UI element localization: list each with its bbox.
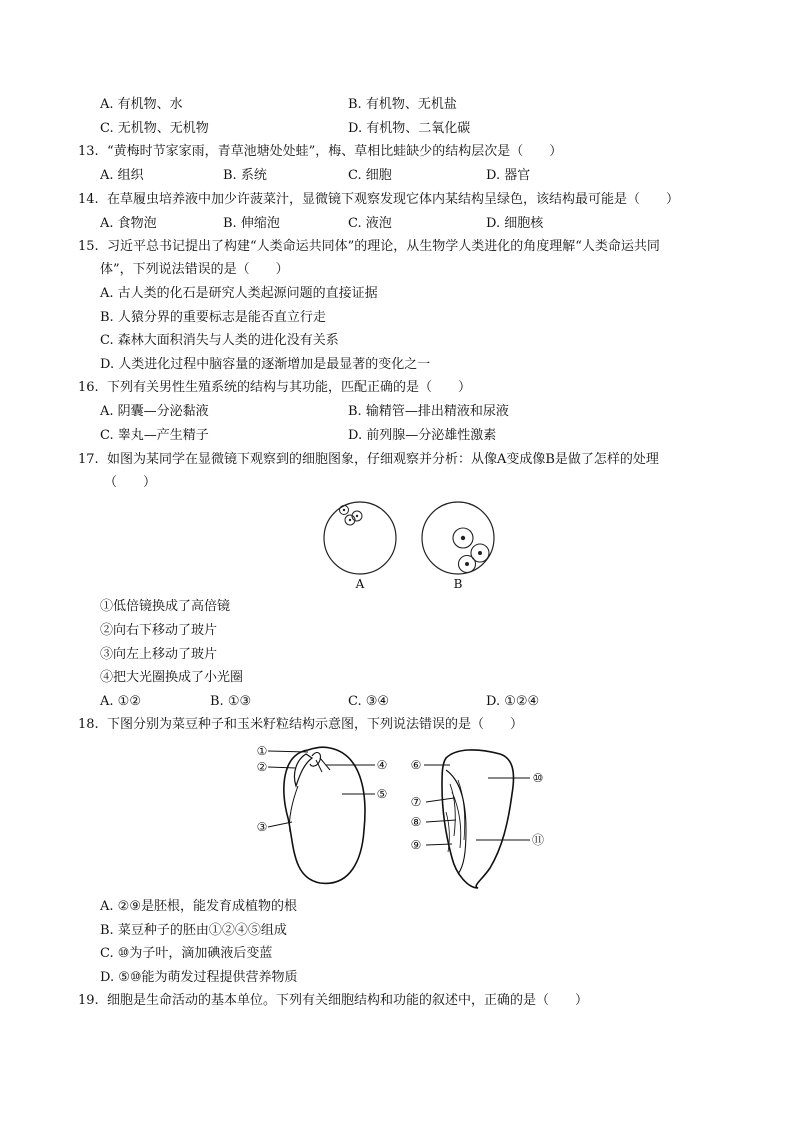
- label-8: ⑧: [410, 815, 422, 829]
- figure-label-b: B: [453, 577, 463, 591]
- q18-stem: 18. 下图分别为菜豆种子和玉米籽粒结构示意图，下列说法错误的是（ ）: [78, 717, 523, 732]
- q14-stem: 14. 在草履虫培养液中加少许菠菜汁，显微镜下观察发现它体内某结构呈绿色，该结构最可能是（ ）: [78, 192, 679, 207]
- corn-grain-diagram: [424, 750, 530, 888]
- q16-option-c[interactable]: C. 睾丸—产生精子: [100, 428, 209, 443]
- bean-seed-diagram: [268, 747, 375, 883]
- q13-option-c[interactable]: C. 细胞: [348, 168, 392, 183]
- q12-option-b[interactable]: B. 有机物、无机盐: [348, 97, 457, 112]
- label-6: ⑥: [410, 758, 422, 772]
- q14-option-b[interactable]: B. 伸缩泡: [223, 216, 280, 231]
- q16-option-a[interactable]: A. 阴囊—分泌黏液: [100, 404, 209, 419]
- q12-option-a[interactable]: A. 有机物、水: [100, 97, 183, 112]
- label-1: ①: [256, 744, 268, 758]
- figure-label-a: A: [355, 577, 365, 591]
- q17-stem-line1: 17. 如图为某同学在显微镜下观察到的细胞图象，仔细观察并分析：从像A变成像B是做了怎样的处理: [78, 452, 659, 467]
- q17-step-3: ③向左上移动了玻片: [100, 647, 218, 662]
- label-4: ④: [376, 758, 388, 772]
- q17-option-d[interactable]: D. ①②④: [486, 694, 540, 709]
- label-5: ⑤: [376, 787, 388, 801]
- q15-stem-line2: 体”，下列说法错误的是（ ）: [100, 262, 289, 277]
- q15-option-b[interactable]: B. 人猿分界的重要标志是能否直立行走: [100, 310, 326, 325]
- q13-option-a[interactable]: A. 组织: [100, 168, 144, 183]
- q12-option-c[interactable]: C. 无机物、无机物: [100, 121, 209, 136]
- q17-option-a[interactable]: A. ①②: [100, 694, 141, 709]
- q16-option-d[interactable]: D. 前列腺—分泌雄性激素: [348, 428, 497, 443]
- q13-stem: 13. “黄梅时节家家雨，青草池塘处处蛙”，梅、草相比蛙缺少的结构层次是（ ）: [78, 144, 563, 159]
- q19-stem: 19. 细胞是生命活动的基本单位。下列有关细胞结构和功能的叙述中，正确的是（ ）: [78, 993, 588, 1008]
- seed-structure-figure: [250, 740, 560, 890]
- label-2: ②: [256, 760, 268, 774]
- q15-option-c[interactable]: C. 森林大面积消失与人类的进化没有关系: [100, 333, 339, 348]
- q17-step-2: ②向右下移动了玻片: [100, 623, 218, 638]
- q14-option-c[interactable]: C. 液泡: [348, 216, 392, 231]
- label-9: ⑨: [410, 838, 422, 852]
- q18-option-c[interactable]: C. ⑩为子叶，滴加碘液后变蓝: [100, 946, 273, 961]
- label-3: ③: [256, 820, 268, 834]
- microscope-view-figure: [318, 498, 498, 594]
- label-10: ⑩: [532, 771, 544, 785]
- q17-option-b[interactable]: B. ①③: [210, 694, 252, 709]
- q15-option-d[interactable]: D. 人类进化过程中脑容量的逐渐增加是最显著的变化之一: [100, 357, 431, 372]
- q18-option-b[interactable]: B. 菜豆种子的胚由①②④⑤组成: [100, 923, 287, 938]
- q15-option-a[interactable]: A. 古人类的化石是研究人类起源问题的直接证据: [100, 286, 378, 301]
- label-11: ⑪: [531, 833, 544, 847]
- view-b: [422, 502, 494, 574]
- q16-stem: 16. 下列有关男性生殖系统的结构与其功能，匹配正确的是（ ）: [78, 380, 471, 395]
- q17-stem-line2: （ ）: [104, 475, 157, 490]
- q14-option-d[interactable]: D. 细胞核: [486, 216, 544, 231]
- q13-option-b[interactable]: B. 系统: [223, 168, 267, 183]
- q14-option-a[interactable]: A. 食物泡: [100, 216, 157, 231]
- q18-option-a[interactable]: A. ②⑨是胚根，能发育成植物的根: [100, 899, 297, 914]
- q15-stem-line1: 15. 习近平总书记提出了构建“人类命运共同体”的理论，从生物学人类进化的角度理解“人类命运共同: [78, 239, 660, 254]
- q18-option-d[interactable]: D. ⑤⑩能为萌发过程提供营养物质: [100, 970, 298, 985]
- q17-step-1: ①低倍镜换成了高倍镜: [100, 599, 231, 614]
- q16-option-b[interactable]: B. 输精管—排出精液和尿液: [348, 404, 509, 419]
- q13-option-d[interactable]: D. 器官: [486, 168, 531, 183]
- q17-step-4: ④把大光圈换成了小光圈: [100, 670, 244, 685]
- q17-option-c[interactable]: C. ③④: [348, 694, 390, 709]
- q12-option-d[interactable]: D. 有机物、二氧化碳: [348, 121, 471, 136]
- view-a: [324, 502, 396, 574]
- label-7: ⑦: [410, 795, 422, 809]
